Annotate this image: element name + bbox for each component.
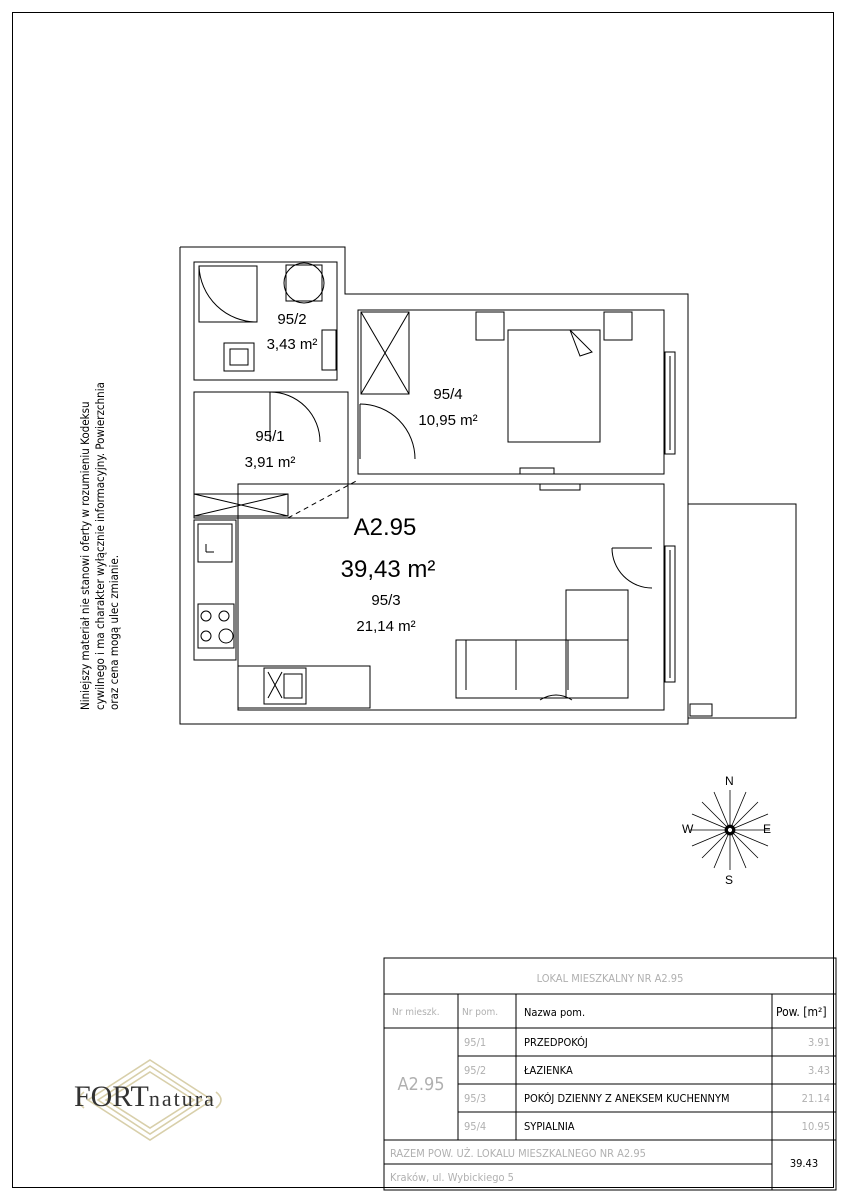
balcony — [688, 504, 796, 718]
row-2-no: 95/2 — [464, 1063, 487, 1077]
room-area-95-4: 10,95 m² — [418, 412, 478, 429]
row-4-name: SYPIALNIA — [524, 1119, 575, 1133]
disclaimer-text — [78, 290, 122, 710]
disclaimer-line-1: Niniejszy materiał nie stanowi oferty w rozumieniu Kodeksu — [78, 401, 92, 710]
disclaimer-line-2: cywilnego i ma charakter wyłącznie informacyjny. Powierzchnia — [92, 382, 107, 710]
row-4-no: 95/4 — [464, 1119, 487, 1133]
bedroom-walls — [358, 310, 664, 474]
room-table — [384, 958, 836, 1190]
logo-main: FORT — [74, 1080, 149, 1113]
apartment-no-cell: A2.95 — [397, 1073, 445, 1095]
table-title: LOKAL MIESZKALNY NR A2.95 — [536, 971, 684, 985]
kitchen-counter — [194, 520, 236, 660]
room-area-95-2: 3,43 m² — [266, 336, 318, 353]
header-room-no: Nr pom. — [462, 1006, 499, 1018]
row-3-area: 21.14 — [801, 1091, 830, 1105]
room-area-95-1: 3,91 m² — [244, 454, 296, 471]
room-code-95-4: 95/4 — [433, 386, 463, 403]
apartment-code: A2.95 — [353, 514, 417, 541]
logo-sub: natura — [148, 1086, 216, 1111]
row-2-name: ŁAZIENKA — [524, 1063, 573, 1077]
room-area-95-3: 21,14 m² — [356, 618, 416, 635]
compass-east: E — [763, 822, 772, 836]
disclaimer-line-3: oraz cena mogą ulec zmianie. — [107, 554, 121, 710]
row-1-name: PRZEDPOKÓJ — [524, 1035, 588, 1049]
kitchen-sink — [238, 666, 370, 708]
row-2-area: 3.43 — [807, 1063, 830, 1077]
row-3-name: POKÓJ DZIENNY Z ANEKSEM KUCHENNYM — [524, 1091, 730, 1105]
row-3-no: 95/3 — [464, 1091, 487, 1105]
room-code-95-3: 95/3 — [371, 592, 401, 609]
header-area: Pow. [m²] — [776, 1005, 827, 1019]
row-1-no: 95/1 — [464, 1035, 487, 1049]
room-code-95-2: 95/2 — [277, 311, 307, 328]
header-room-name: Nazwa pom. — [524, 1005, 586, 1019]
washing-machine — [284, 263, 324, 303]
logo — [74, 1080, 216, 1114]
total-label: RAZEM POW. UŻ. LOKALU MIESZKALNEGO NR A2.95 — [390, 1146, 646, 1160]
compass-north: N — [725, 774, 734, 788]
compass-rose — [690, 790, 770, 870]
compass-south: S — [725, 873, 734, 887]
row-4-area: 10.95 — [801, 1119, 830, 1133]
shower-tray — [199, 266, 257, 322]
sofa — [456, 640, 628, 698]
address: Kraków, ul. Wybickiego 5 — [390, 1170, 514, 1184]
outer-wall — [180, 247, 688, 724]
total-value: 39.43 — [789, 1156, 819, 1170]
row-1-area: 3.91 — [807, 1035, 830, 1049]
room-code-95-1: 95/1 — [255, 428, 285, 445]
compass-west: W — [682, 822, 694, 836]
header-apartment-no: Nr mieszk. — [392, 1006, 440, 1018]
apartment-total-area: 39,43 m² — [340, 556, 436, 583]
